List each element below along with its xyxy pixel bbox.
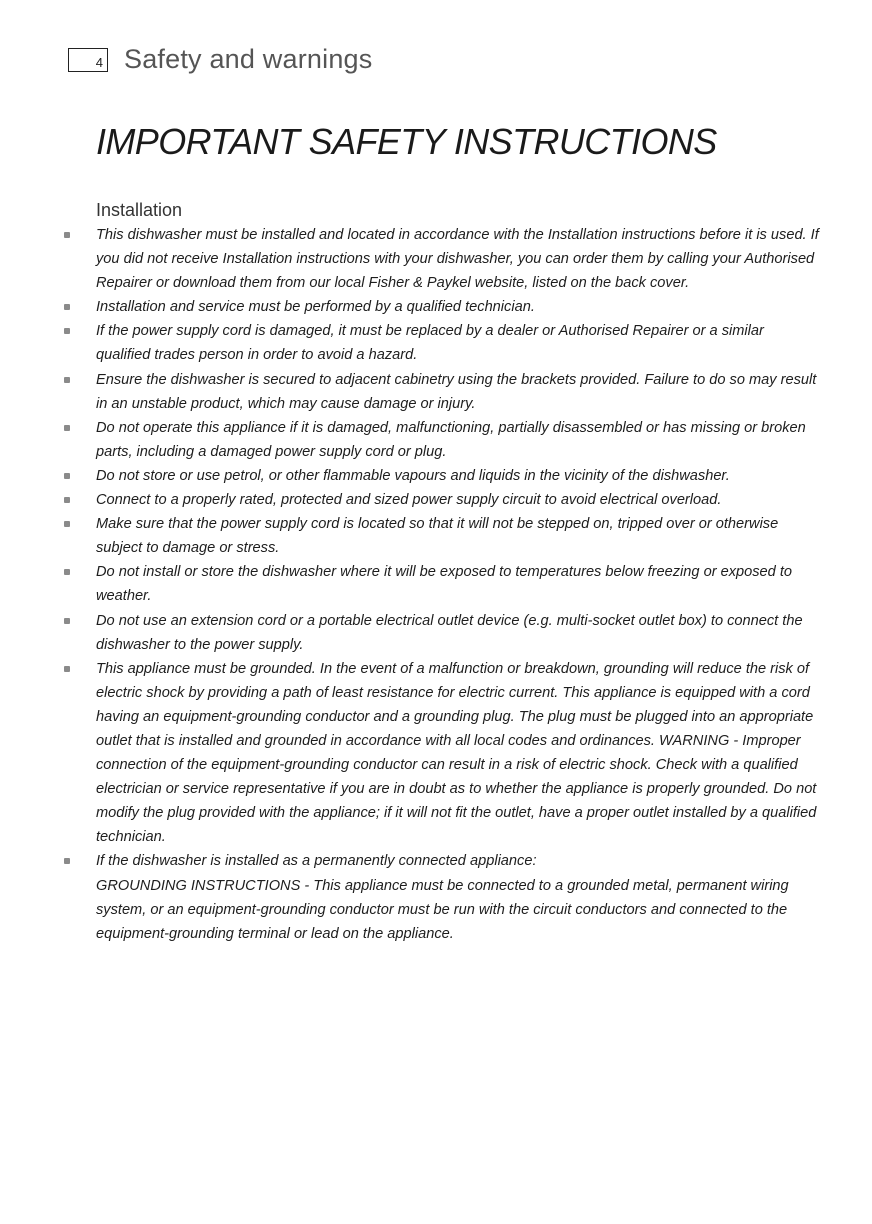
list-item	[60, 512, 820, 560]
bullet-icon	[64, 473, 70, 479]
bullet-icon	[64, 858, 70, 864]
installation-heading: Installation	[96, 200, 183, 220]
page-number: 4	[68, 48, 108, 72]
bullet-icon	[64, 377, 70, 383]
list-item	[60, 560, 820, 608]
bullet-icon	[64, 666, 70, 672]
list-item-text: Installation and service must be performed by a qualified technician.	[96, 299, 535, 316]
list-item-text: Do not use an extension cord or a portable electrical outlet device (e.g. multi-socket outlet box) to connect the dishwasher to the power supply.	[96, 612, 803, 653]
list-item-text: Ensure the dishwasher is secured to adjacent cabinetry using the brackets provided. Failure to do so may result in an unstable product, which may cause damage or injury.	[96, 371, 817, 412]
bullet-icon	[64, 328, 70, 334]
section-title: Safety and warnings	[124, 44, 373, 74]
list-item	[60, 849, 820, 945]
page-header	[68, 46, 372, 73]
list-item	[60, 223, 820, 295]
list-item-text: Do not install or store the dishwasher where it will be exposed to temperatures below freezing or exposed to weather.	[96, 564, 793, 605]
list-item	[60, 609, 820, 657]
installation-list	[60, 223, 820, 946]
list-item	[60, 488, 820, 512]
list-item	[60, 416, 820, 464]
list-item	[60, 295, 820, 319]
list-item-text: Do not operate this appliance if it is damaged, malfunctioning, partially disassembled or has missing or broken parts, including a damaged power supply cord or plug.	[96, 419, 806, 460]
list-item	[60, 368, 820, 416]
bullet-icon	[64, 232, 70, 238]
page-title: IMPORTANT SAFETY INSTRUCTIONS	[96, 121, 717, 162]
bullet-icon	[64, 618, 70, 624]
list-item-text: Make sure that the power supply cord is located so that it will not be stepped on, tripped over or otherwise subject to damage or stress.	[96, 516, 779, 557]
bullet-icon	[64, 569, 70, 575]
installation-section	[60, 198, 820, 946]
list-item-text: Do not store or use petrol, or other flammable vapours and liquids in the vicinity of the dishwasher.	[96, 467, 730, 484]
list-item-text: Connect to a properly rated, protected and sized power supply circuit to avoid electrical overload.	[96, 492, 722, 509]
list-item	[60, 657, 820, 850]
bullet-icon	[64, 304, 70, 310]
bullet-icon	[64, 497, 70, 503]
list-item-text: This dishwasher must be installed and located in accordance with the Installation instructions before it is used. If you did not receive Installation instructions with your dishwasher, you can order them by calling your Authorised Repairer or download them from our local Fisher & Paykel website, listed on the back cover.	[96, 227, 819, 292]
bullet-icon	[64, 521, 70, 527]
bullet-icon	[64, 425, 70, 431]
list-item	[60, 464, 820, 488]
list-item-text: If the dishwasher is installed as a permanently connected appliance: GROUNDING INSTRUCTIONS - This appliance must be connected to a grounded metal, permanent wiring system, or an equipment-grounding conductor must be run with the circuit conductors and connected to the equipment-grounding terminal or lead on the appliance.	[96, 853, 789, 942]
list-item	[60, 319, 820, 367]
list-item-text: If the power supply cord is damaged, it must be replaced by a dealer or Authorised Repairer or a similar qualified trades person in order to avoid a hazard.	[96, 323, 764, 364]
list-item-text: This appliance must be grounded. In the event of a malfunction or breakdown, grounding will reduce the risk of electric shock by providing a path of least resistance for electric current. This appliance is equipped with a cord having an equipment-grounding conductor and a grounding plug. The plug must be plugged into an appropriate outlet that is installed and grounded in accordance with all local codes and ordinances. WARNING - Improper connection of the equipment-grounding conductor can result in a risk of electric shock. Check with a qualified electrician or service representative if you are in doubt as to whether the appliance is properly grounded. Do not modify the plug provided with the appliance; if it will not fit the outlet, have a proper outlet installed by a qualified technician.	[96, 660, 817, 846]
